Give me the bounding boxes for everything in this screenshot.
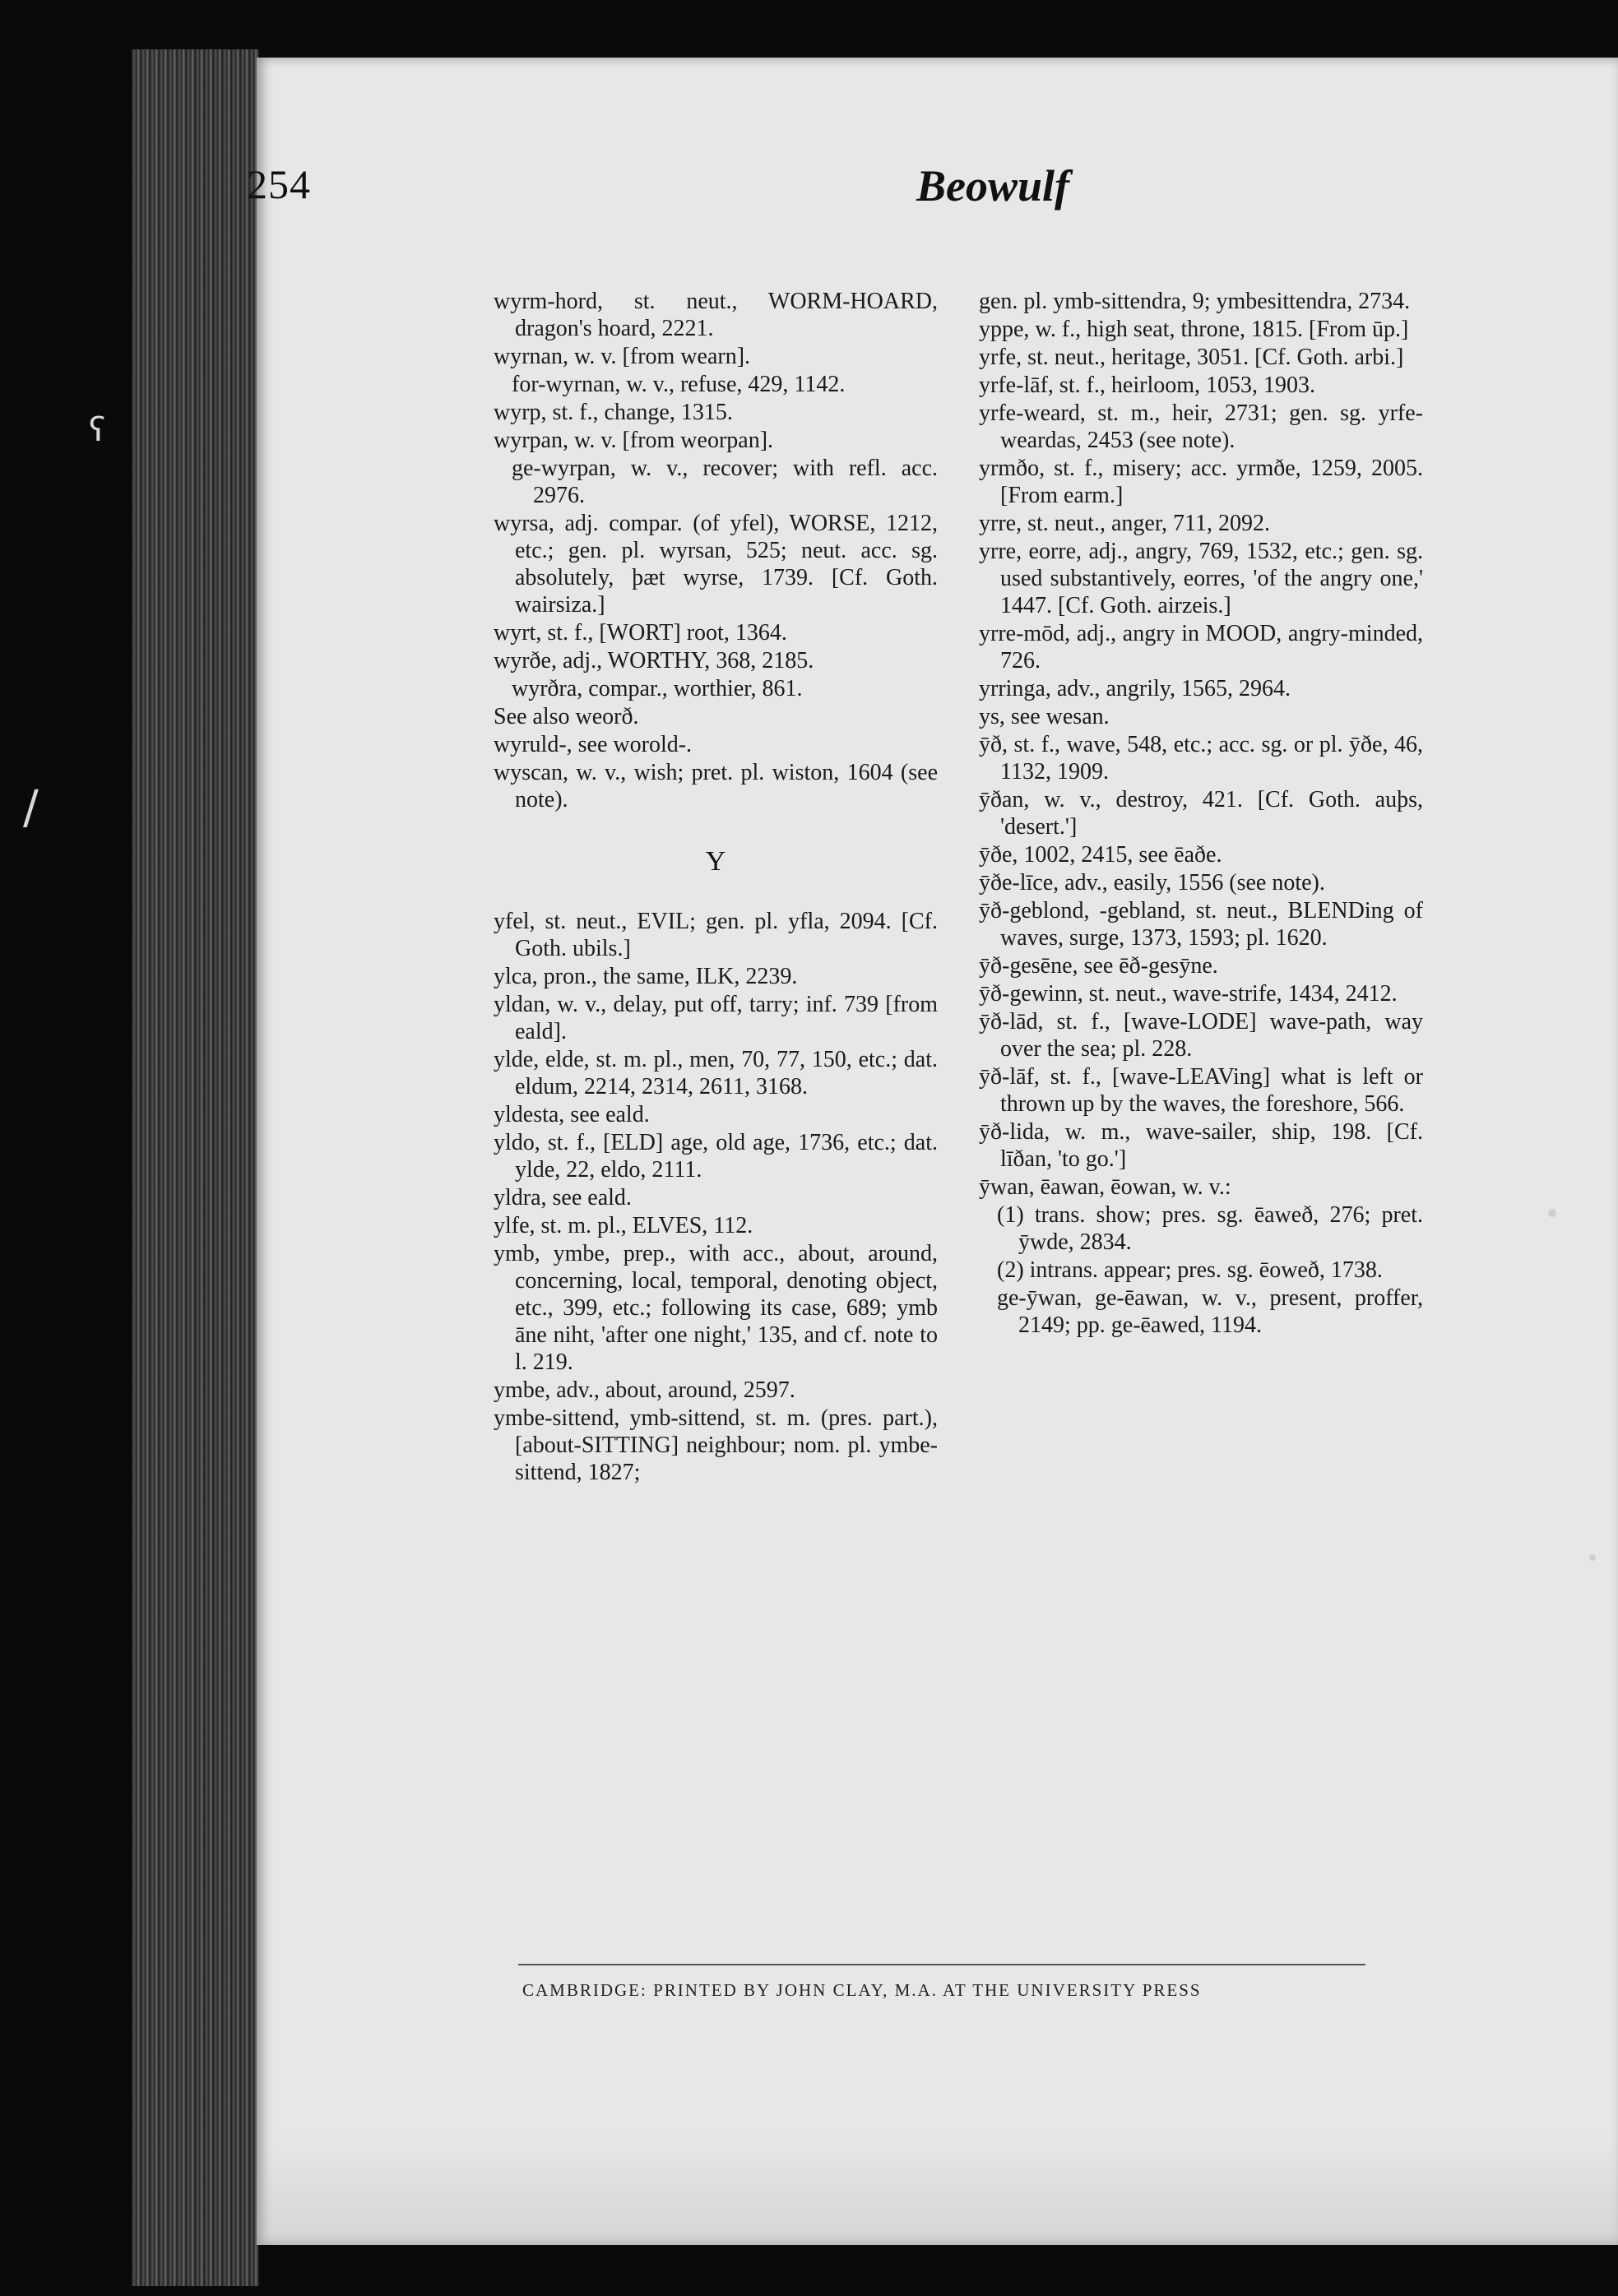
section-letter: Y <box>705 846 726 877</box>
dictionary-entry: yldesta, see eald. <box>494 1102 650 1127</box>
scan-artifact-mark: / <box>23 781 39 835</box>
dictionary-entry: ylde, elde, st. m. pl., men, 70, 77, 150, etc.; dat. eldum, 2214, 2314, 2611, 3168. <box>494 1047 938 1099</box>
page-header <box>247 160 1069 226</box>
dictionary-entry: wyruld-, see worold-. <box>494 732 693 757</box>
dictionary-entry: wyrpan, w. v. [from weorpan]. <box>494 428 774 453</box>
dictionary-entry: wyscan, w. v., wish; pret. pl. wiston, 1604 (see note). <box>494 760 938 812</box>
dictionary-entry: wyrsa, adj. compar. (of yfel), WORSE, 1212, etc.; gen. pl. wyrsan, 525; neut. acc. sg. absolutely, þæt wyrse, 1739. [Cf. Goth. wairsiza.] <box>494 511 938 618</box>
running-title: Beowulf <box>916 161 1069 211</box>
dictionary-entry: ge-wyrpan, w. v., recover; with refl. acc. 2976. <box>512 456 938 508</box>
book-spine-edge <box>132 49 259 2286</box>
dictionary-entry: wyrp, st. f., change, 1315. <box>494 400 733 425</box>
dictionary-entry: (2) intrans. appear; pres. sg. ēoweð, 1738. <box>997 1257 1383 1283</box>
dictionary-entry: ȳð-gewinn, st. neut., wave-strife, 1434, 2412. <box>979 981 1398 1007</box>
dictionary-entry: for-wyrnan, w. v., refuse, 429, 1142. <box>512 372 846 397</box>
dictionary-entry: ȳð-gesēne, see ēð-gesȳne. <box>979 953 1218 979</box>
dictionary-entry: ymbe, adv., about, around, 2597. <box>494 1377 795 1403</box>
dictionary-entry: wyrðra, compar., worthier, 861. <box>512 676 803 701</box>
dictionary-entry: yrre, st. neut., anger, 711, 2092. <box>979 511 1270 536</box>
dictionary-entry: ȳðe-līce, adv., easily, 1556 (see note). <box>979 870 1325 896</box>
right-column <box>979 288 1423 1340</box>
dictionary-entry: yfel, st. neut., EVIL; gen. pl. yfla, 2094. [Cf. Goth. ubils.] <box>494 909 938 961</box>
page-number: 254 <box>247 161 311 207</box>
dictionary-entry: ymbe-sittend, ymb-sittend, st. m. (pres. part.), [about-SITTING] neighbour; nom. pl. ymbe-sittend, 1827; <box>494 1405 938 1485</box>
dictionary-entry: ȳð-lād, st. f., [wave-LODE] wave-path, way over the sea; pl. 228. <box>979 1009 1423 1062</box>
dictionary-entry: wyrt, st. f., [WORT] root, 1364. <box>494 620 787 646</box>
dictionary-entry: yldan, w. v., delay, put off, tarry; inf. 739 [from eald]. <box>494 992 938 1044</box>
dictionary-entry: yrringa, adv., angrily, 1565, 2964. <box>979 676 1291 701</box>
dictionary-entry: ȳð-geblond, -gebland, st. neut., BLENDing of waves, surge, 1373, 1593; pl. 1620. <box>979 898 1423 951</box>
dictionary-entry: ȳð-lida, w. m., wave-sailer, ship, 198. [Cf. līðan, 'to go.'] <box>979 1119 1423 1172</box>
footer-rule <box>518 1964 1365 1965</box>
dictionary-entry: ge-ȳwan, ge-ēawan, w. v., present, proffer, 2149; pp. ge-ēawed, 1194. <box>997 1285 1423 1338</box>
dictionary-entry: yrfe, st. neut., heritage, 3051. [Cf. Goth. arbi.] <box>979 345 1404 370</box>
printer-imprint: CAMBRIDGE: PRINTED BY JOHN CLAY, M.A. AT THE UNIVERSITY PRESS <box>522 1980 1202 2000</box>
dictionary-entry: yrmðo, st. f., misery; acc. yrmðe, 1259, 2005. [From earm.] <box>979 456 1423 508</box>
dictionary-entry: yppe, w. f., high seat, throne, 1815. [From ūp.] <box>979 317 1409 342</box>
dictionary-entry: ȳðe, 1002, 2415, see ēaðe. <box>979 842 1222 868</box>
dictionary-entry: ȳð-lāf, st. f., [wave-LEAVing] what is left or thrown up by the waves, the foreshore, 566. <box>979 1064 1423 1117</box>
dictionary-entry: See also weorð. <box>494 704 639 729</box>
dictionary-entry: ȳðan, w. v., destroy, 421. [Cf. Goth. auþs, 'desert.'] <box>979 787 1423 840</box>
dictionary-entry: yrfe-lāf, st. f., heirloom, 1053, 1903. <box>979 373 1316 398</box>
dictionary-entry: wyrnan, w. v. [from wearn]. <box>494 344 751 369</box>
dictionary-entry: yrre-mōd, adj., angry in MOOD, angry-minded, 726. <box>979 621 1423 674</box>
dictionary-entry: yrfe-weard, st. m., heir, 2731; gen. sg. yrfe-weardas, 2453 (see note). <box>979 400 1423 453</box>
dictionary-entry: ymb, ymbe, prep., with acc., about, around, concerning, local, temporal, denoting object, etc., 399, etc.; following its case, 689; ymb āne niht, 'after one night,' 135, and cf. note to l. 219. <box>494 1241 938 1375</box>
dictionary-entry: yrre, eorre, adj., angry, 769, 1532, etc.; gen. sg. used substantively, eorres, 'of the angry one,' 1447. [Cf. Goth. airzeis.] <box>979 539 1423 618</box>
left-column <box>494 288 938 1487</box>
scan-artifact-mark: ʕ <box>89 411 106 449</box>
dictionary-entry: yldra, see eald. <box>494 1185 632 1210</box>
dictionary-entry: wyrðe, adj., WORTHY, 368, 2185. <box>494 648 814 674</box>
dictionary-entry: yldo, st. f., [ELD] age, old age, 1736, etc.; dat. ylde, 22, eldo, 2111. <box>494 1130 938 1183</box>
dictionary-entry: ȳð, st. f., wave, 548, etc.; acc. sg. or pl. ȳðe, 46, 1132, 1909. <box>979 732 1423 785</box>
dictionary-entry: (1) trans. show; pres. sg. ēaweð, 276; pret. ȳwde, 2834. <box>997 1202 1423 1255</box>
dictionary-entry: ylfe, st. m. pl., ELVES, 112. <box>494 1213 753 1238</box>
dictionary-entry: ylca, pron., the same, ILK, 2239. <box>494 964 798 989</box>
dictionary-entry: ȳwan, ēawan, ēowan, w. v.: <box>979 1174 1231 1200</box>
dictionary-entry: wyrm-hord, st. neut., WORM-HOARD, dragon's hoard, 2221. <box>494 289 938 341</box>
dictionary-entry: ys, see wesan. <box>979 704 1110 729</box>
dictionary-entry: gen. pl. ymb-sittendra, 9; ymbesittendra, 2734. <box>979 289 1411 314</box>
